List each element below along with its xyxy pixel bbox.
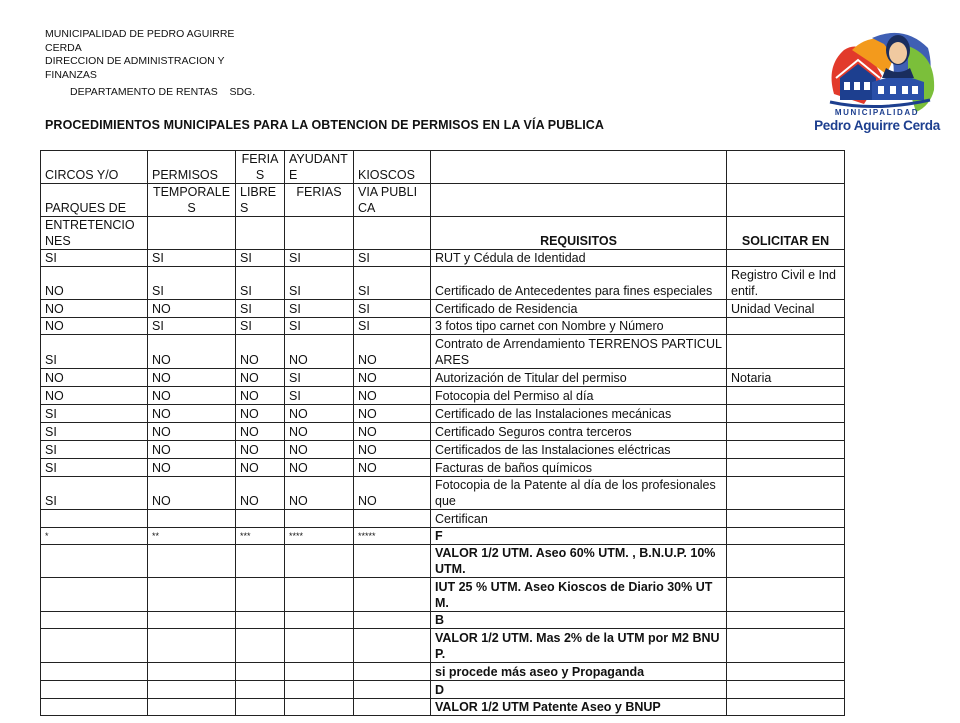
cell-kioscos <box>354 681 431 699</box>
cell-requisitos: REQUISITOS <box>431 217 727 250</box>
cell-kioscos: NO <box>354 405 431 423</box>
cell-ferias <box>236 510 285 528</box>
cell-circos: PARQUES DE <box>41 184 148 217</box>
cell-kioscos <box>354 217 431 250</box>
cell-solicitar <box>727 545 845 578</box>
cell-kioscos <box>354 510 431 528</box>
cell-ferias <box>236 578 285 612</box>
cell-ferias <box>236 663 285 681</box>
marker-row <box>41 528 845 545</box>
cell-ferias: NO <box>236 423 285 441</box>
cell-ayudante: AYUDANTE <box>285 151 354 184</box>
cell-requisitos: Certificados de las Instalaciones eléctricas <box>431 441 727 459</box>
cell-permisos <box>148 578 236 612</box>
cell-requisitos <box>431 151 727 184</box>
notes-row <box>41 681 845 699</box>
table-row <box>41 300 845 318</box>
cell-circos <box>41 681 148 699</box>
cell-ferias: SI <box>236 267 285 300</box>
cell-permisos: SI <box>148 267 236 300</box>
cell-requisitos: Certificado Seguros contra terceros <box>431 423 727 441</box>
cell-permisos: SI <box>148 250 236 267</box>
cell-ferias: NO <box>236 335 285 369</box>
cell-requisitos: RUT y Cédula de Identidad <box>431 250 727 267</box>
cell-permisos <box>148 699 236 716</box>
notes-row <box>41 663 845 681</box>
cell-circos <box>41 510 148 528</box>
cell-ferias: SI <box>236 300 285 318</box>
cell-requisitos: Fotocopia de la Patente al día de los profesionales que <box>431 477 727 510</box>
cell-kioscos: ***** <box>354 528 431 545</box>
cell-kioscos: VIA PUBLICA <box>354 184 431 217</box>
header-row <box>41 184 845 217</box>
cell-circos <box>41 612 148 629</box>
cell-kioscos: SI <box>354 300 431 318</box>
cell-circos: SI <box>41 441 148 459</box>
cell-ayudante: NO <box>285 459 354 477</box>
cell-requisitos: Facturas de baños químicos <box>431 459 727 477</box>
cell-solicitar <box>727 387 845 405</box>
cell-circos: ENTRETENCIONES <box>41 217 148 250</box>
cell-ayudante <box>285 510 354 528</box>
cell-permisos: NO <box>148 405 236 423</box>
cell-solicitar <box>727 151 845 184</box>
cell-ayudante <box>285 629 354 663</box>
cell-permisos: PERMISOS <box>148 151 236 184</box>
table-row <box>41 387 845 405</box>
header-direction: DIRECCION DE ADMINISTRACION Y FINANZAS <box>45 55 225 81</box>
cell-solicitar <box>727 335 845 369</box>
cell-circos <box>41 578 148 612</box>
cell-requisitos: VALOR 1/2 UTM. Mas 2% de la UTM por M2 BNUP. <box>431 629 727 663</box>
cell-ayudante <box>285 612 354 629</box>
logo-text-municipalidad: MUNICIPALIDAD <box>834 108 920 117</box>
cell-requisitos <box>431 184 727 217</box>
cell-requisitos: Certificado de Residencia <box>431 300 727 318</box>
cell-ayudante: NO <box>285 441 354 459</box>
cell-solicitar: Notaria <box>727 369 845 387</box>
cell-ferias: SI <box>236 318 285 335</box>
cell-requisitos: Certificado de las Instalaciones mecánicas <box>431 405 727 423</box>
cell-circos: SI <box>41 423 148 441</box>
cell-requisitos: Contrato de Arrendamiento TERRENOS PARTICULARES <box>431 335 727 369</box>
cell-solicitar <box>727 184 845 217</box>
cell-ferias: LIBRES <box>236 184 285 217</box>
notes-row <box>41 699 845 716</box>
cell-ayudante <box>285 217 354 250</box>
cell-solicitar <box>727 510 845 528</box>
cell-solicitar <box>727 528 845 545</box>
header-row <box>41 151 845 184</box>
table-row <box>41 250 845 267</box>
cell-ferias <box>236 612 285 629</box>
cell-permisos: NO <box>148 423 236 441</box>
cell-solicitar: Unidad Vecinal <box>727 300 845 318</box>
cell-circos: NO <box>41 387 148 405</box>
cell-circos: NO <box>41 300 148 318</box>
table-row <box>41 423 845 441</box>
cell-ayudante: SI <box>285 387 354 405</box>
header-row <box>41 217 845 250</box>
cell-solicitar <box>727 441 845 459</box>
cell-ferias: NO <box>236 369 285 387</box>
cell-ferias: NO <box>236 459 285 477</box>
header-department: DEPARTAMENTO DE RENTAS SDG. <box>70 86 256 98</box>
cell-ferias: FERIAS <box>236 151 285 184</box>
cell-requisitos: VALOR 1/2 UTM Patente Aseo y BNUP <box>431 699 727 716</box>
cell-circos: SI <box>41 335 148 369</box>
cell-ayudante: SI <box>285 369 354 387</box>
cell-kioscos <box>354 629 431 663</box>
cell-solicitar <box>727 699 845 716</box>
cell-requisitos: si procede más aseo y Propaganda <box>431 663 727 681</box>
cell-permisos: NO <box>148 459 236 477</box>
table-row <box>41 459 845 477</box>
cell-kioscos: NO <box>354 477 431 510</box>
page-title: PROCEDIMIENTOS MUNICIPALES PARA LA OBTENCION DE PERMISOS EN LA VÍA PUBLICA <box>45 118 605 132</box>
cell-circos <box>41 629 148 663</box>
cell-circos: NO <box>41 369 148 387</box>
cell-kioscos <box>354 699 431 716</box>
cell-permisos <box>148 612 236 629</box>
cell-solicitar <box>727 629 845 663</box>
cell-ayudante: NO <box>285 335 354 369</box>
cell-permisos: ** <box>148 528 236 545</box>
cell-ayudante <box>285 663 354 681</box>
cell-requisitos: 3 fotos tipo carnet con Nombre y Número <box>431 318 727 335</box>
table-row <box>41 318 845 335</box>
cell-kioscos: NO <box>354 387 431 405</box>
cell-requisitos: Autorización de Titular del permiso <box>431 369 727 387</box>
cell-solicitar <box>727 318 845 335</box>
cell-requisitos: F <box>431 528 727 545</box>
cell-kioscos: NO <box>354 369 431 387</box>
cell-ayudante: SI <box>285 318 354 335</box>
cell-ayudante <box>285 699 354 716</box>
cell-circos: SI <box>41 477 148 510</box>
cell-kioscos: NO <box>354 335 431 369</box>
cell-ferias: NO <box>236 405 285 423</box>
cell-circos: * <box>41 528 148 545</box>
cell-requisitos: D <box>431 681 727 699</box>
cell-circos: SI <box>41 250 148 267</box>
cell-requisitos: VALOR 1/2 UTM. Aseo 60% UTM. , B.N.U.P. 10% UTM. <box>431 545 727 578</box>
cell-ayudante: SI <box>285 250 354 267</box>
cell-permisos: NO <box>148 335 236 369</box>
cell-solicitar: Registro Civil e Indentif. <box>727 267 845 300</box>
cell-permisos: SI <box>148 318 236 335</box>
cell-ayudante <box>285 545 354 578</box>
table-row <box>41 510 845 528</box>
table-row <box>41 405 845 423</box>
cell-permisos: NO <box>148 369 236 387</box>
cell-circos: NO <box>41 267 148 300</box>
cell-permisos: NO <box>148 387 236 405</box>
header-municipality: MUNICIPALIDAD DE PEDRO AGUIRRE CERDA <box>45 28 235 54</box>
cell-kioscos: NO <box>354 423 431 441</box>
cell-kioscos: SI <box>354 250 431 267</box>
cell-solicitar <box>727 578 845 612</box>
cell-ferias: NO <box>236 387 285 405</box>
cell-kioscos: KIOSCOS <box>354 151 431 184</box>
cell-requisitos: IUT 25 % UTM. Aseo Kioscos de Diario 30% UTM. <box>431 578 727 612</box>
cell-solicitar <box>727 612 845 629</box>
notes-row <box>41 629 845 663</box>
cell-circos: NO <box>41 318 148 335</box>
cell-circos: SI <box>41 405 148 423</box>
table-row <box>41 369 845 387</box>
cell-solicitar <box>727 423 845 441</box>
notes-row <box>41 545 845 578</box>
table-row <box>41 267 845 300</box>
cell-kioscos <box>354 545 431 578</box>
cell-ayudante: FERIAS <box>285 184 354 217</box>
cell-circos <box>41 545 148 578</box>
cell-ayudante <box>285 578 354 612</box>
cell-ayudante: NO <box>285 423 354 441</box>
cell-permisos <box>148 629 236 663</box>
cell-circos: SI <box>41 459 148 477</box>
cell-kioscos: SI <box>354 318 431 335</box>
cell-ayudante <box>285 681 354 699</box>
cell-ferias <box>236 629 285 663</box>
cell-solicitar <box>727 681 845 699</box>
cell-kioscos <box>354 663 431 681</box>
permits-table <box>40 150 845 716</box>
cell-ayudante: NO <box>285 405 354 423</box>
cell-circos <box>41 699 148 716</box>
table-row <box>41 477 845 510</box>
cell-solicitar <box>727 405 845 423</box>
cell-kioscos: NO <box>354 441 431 459</box>
cell-requisitos: Certifican <box>431 510 727 528</box>
cell-kioscos <box>354 612 431 629</box>
cell-solicitar <box>727 250 845 267</box>
cell-kioscos <box>354 578 431 612</box>
cell-permisos: TEMPORALES <box>148 184 236 217</box>
cell-requisitos: Fotocopia del Permiso al día <box>431 387 727 405</box>
cell-ferias <box>236 681 285 699</box>
cell-permisos: NO <box>148 441 236 459</box>
cell-ayudante: SI <box>285 300 354 318</box>
cell-ferias: SI <box>236 250 285 267</box>
cell-solicitar: SOLICITAR EN <box>727 217 845 250</box>
cell-ferias <box>236 545 285 578</box>
cell-circos <box>41 663 148 681</box>
cell-circos: CIRCOS Y/O <box>41 151 148 184</box>
cell-ferias: NO <box>236 477 285 510</box>
cell-kioscos: NO <box>354 459 431 477</box>
cell-solicitar <box>727 663 845 681</box>
cell-requisitos: B <box>431 612 727 629</box>
notes-row <box>41 578 845 612</box>
cell-ferias: *** <box>236 528 285 545</box>
cell-permisos: NO <box>148 477 236 510</box>
cell-ayudante: NO <box>285 477 354 510</box>
notes-row <box>41 612 845 629</box>
cell-kioscos: SI <box>354 267 431 300</box>
cell-permisos <box>148 663 236 681</box>
logo-text-name: Pedro Aguirre Cerda <box>814 118 940 133</box>
table-row <box>41 335 845 369</box>
cell-permisos <box>148 681 236 699</box>
cell-permisos: NO <box>148 300 236 318</box>
cell-ferias <box>236 699 285 716</box>
cell-ayudante: SI <box>285 267 354 300</box>
cell-permisos <box>148 545 236 578</box>
cell-solicitar <box>727 459 845 477</box>
cell-ferias <box>236 217 285 250</box>
table-row <box>41 441 845 459</box>
cell-ferias: NO <box>236 441 285 459</box>
cell-solicitar <box>727 477 845 510</box>
cell-permisos <box>148 510 236 528</box>
cell-ayudante: **** <box>285 528 354 545</box>
cell-permisos <box>148 217 236 250</box>
cell-requisitos: Certificado de Antecedentes para fines especiales <box>431 267 727 300</box>
